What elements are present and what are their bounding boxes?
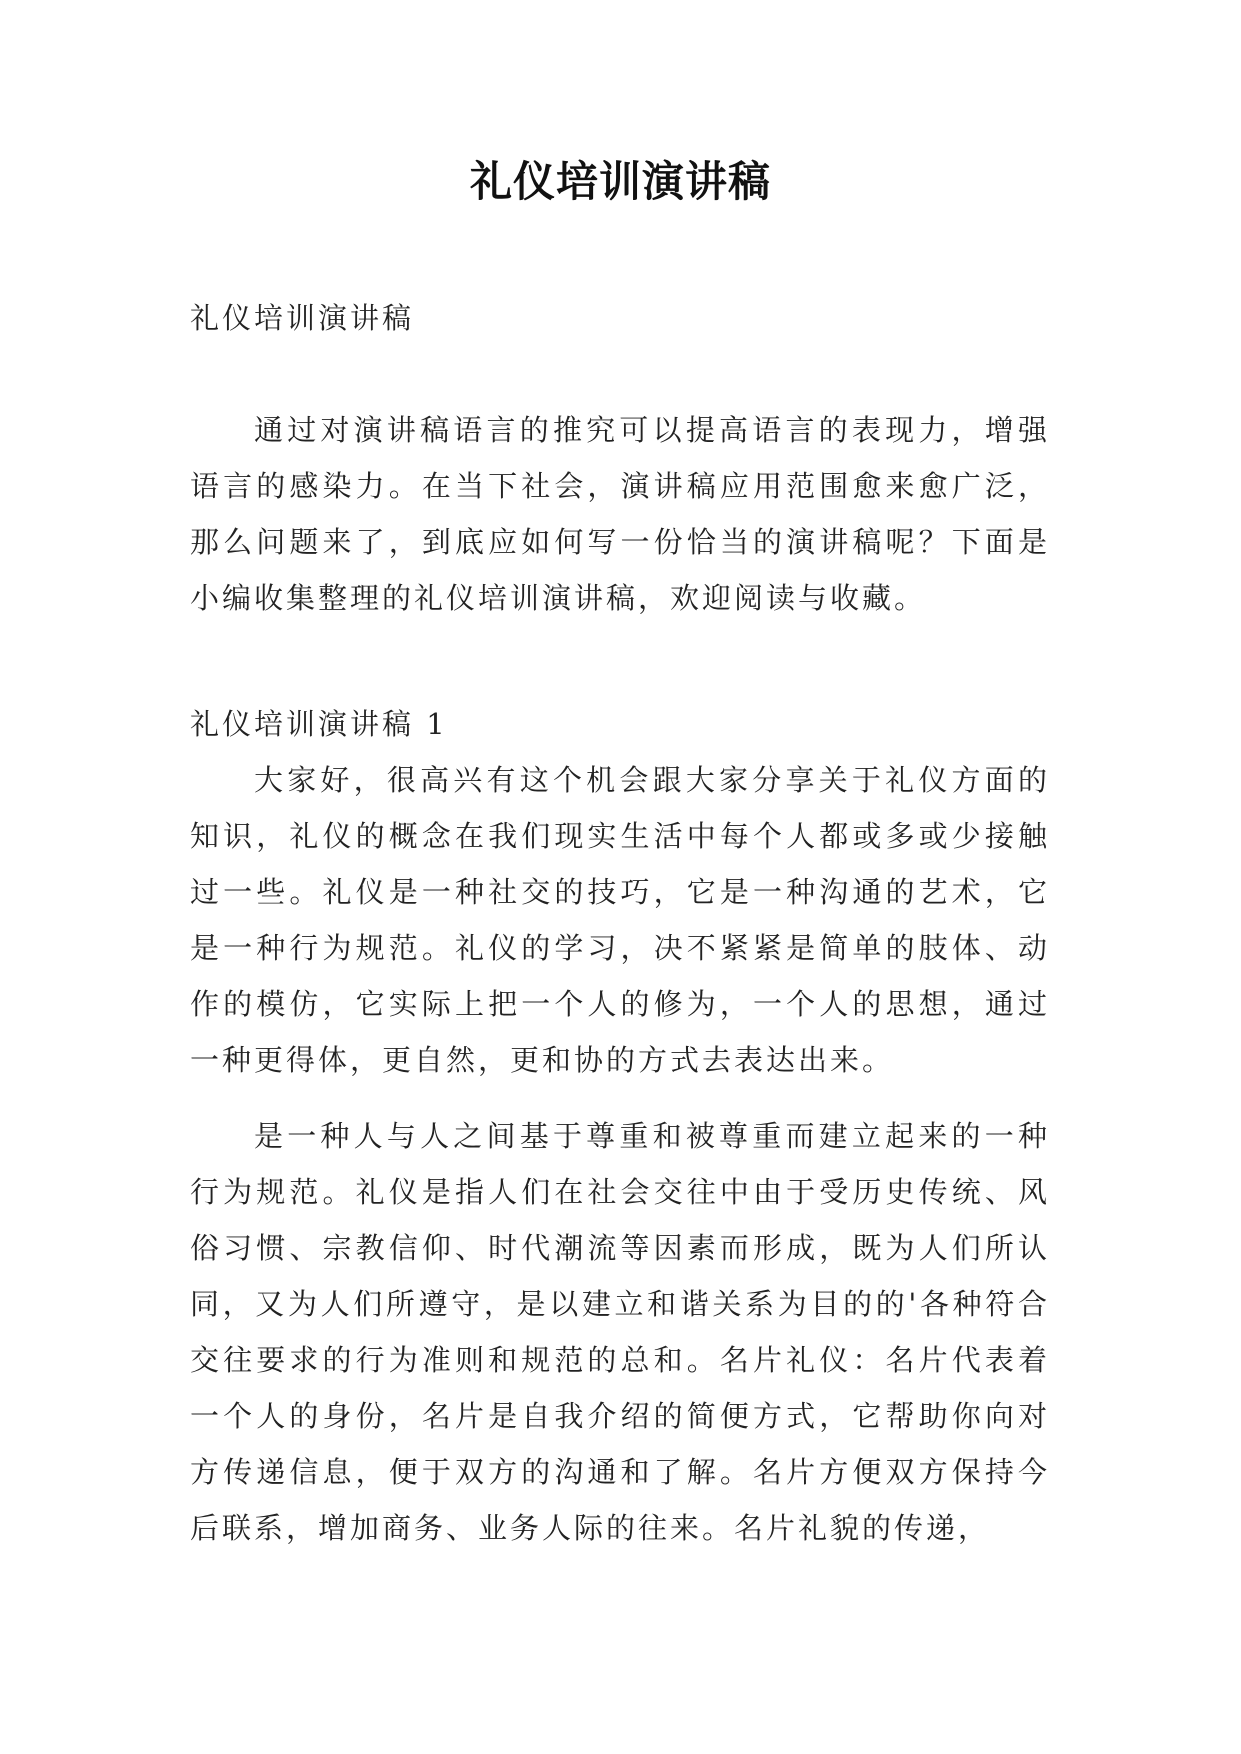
document-title: 礼仪培训演讲稿 [469,157,771,206]
body-paragraph-1: 大家好，很高兴有这个机会跟大家分享关于礼仪方面的知识，礼仪的概念在我们现实生活中每个人都或多或少接触过一些。礼仪是一种社交的技巧，它是一种沟通的艺术，它是一种行为规范。礼仪的学习，决不紧紧是简单的肢体、动作的模仿，它实际上把一个人的修为，一个人的思想，通过一种更得体，更自然，更和协的方式去表达出来。 [190,763,1050,1077]
document-subheading: 礼仪培训演讲稿 [190,301,415,335]
intro-paragraph: 通过对演讲稿语言的推究可以提高语言的表现力，增强语言的感染力。在当下社会，演讲稿应用范围愈来愈广泛，那么问题来了，到底应如何写一份恰当的演讲稿呢？下面是小编收集整理的礼仪培训演讲稿，欢迎阅读与收藏。 [190,413,1050,615]
body-paragraph-2: 是一种人与人之间基于尊重和被尊重而建立起来的一种行为规范。礼仪是指人们在社会交往中由于受历史传统、风俗习惯、宗教信仰、时代潮流等因素而形成，既为人们所认同，又为人们所遵守，是以建立和谐关系为目的的'各种符合交往要求的行为准则和规范的总和。名片礼仪：名片代表着一个人的身份，名片是自我介绍的简便方式，它帮助你向对方传递信息，便于双方的沟通和了解。名片方便双方保持今后联系，增加商务、业务人际的往来。名片礼貌的传递， [190,1119,1050,1545]
section-heading: 礼仪培训演讲稿 1 [190,707,448,741]
